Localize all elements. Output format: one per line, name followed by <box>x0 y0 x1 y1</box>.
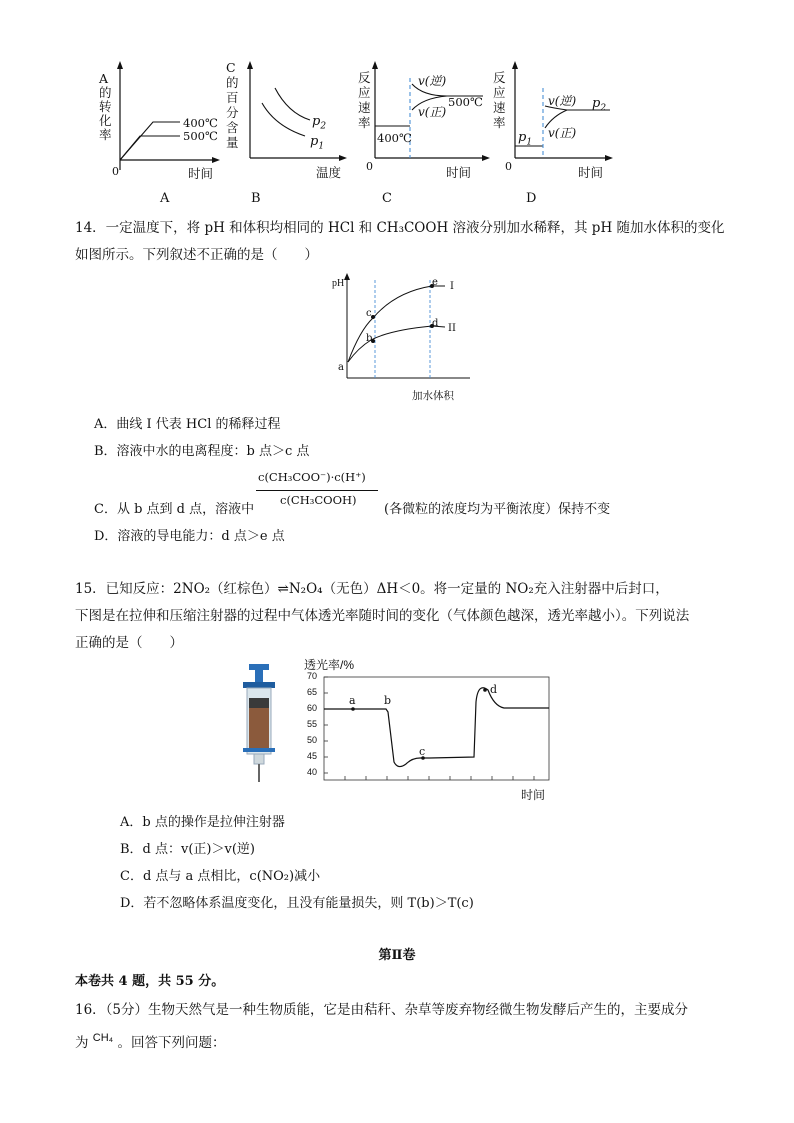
q14-point-d: d <box>432 318 439 329</box>
q14-stem-line1: 14．一定温度下，将 pH 和体积均相同的 HCl 和 CH₃COOH 溶液分别加水稀释，其 pH 随加水体积的变化 <box>75 220 725 236</box>
graph-c-origin: 0 <box>366 160 373 173</box>
part2-title: 第Ⅱ卷 <box>378 948 416 963</box>
graph-c-temp-400: 400℃ <box>377 131 412 145</box>
q14-curve-I: I <box>450 281 454 292</box>
graph-c-rev: v(逆) <box>418 74 447 88</box>
syringe-image <box>236 660 281 785</box>
graph-d-p1-label: $p_1$ <box>518 130 533 148</box>
graph-d-fwd: v(正) <box>548 126 577 140</box>
q15-point-c: c <box>419 745 426 758</box>
q14-graph-xlabel: 加水体积 <box>412 390 454 402</box>
q14-option-c-post: (各微粒的浓度均为平衡浓度）保持不变 <box>384 502 611 517</box>
graph-b-xlabel: 温度 <box>316 165 342 180</box>
q15-option-d: D．若不忽略体系温度变化，且没有能量损失，则 T(b)＞T(c) <box>120 896 474 911</box>
part2-subtitle: 本卷共 4 题，共 55 分。 <box>75 974 225 989</box>
q15-graph-xlabel: 时间 <box>521 788 546 802</box>
graph-d-xlabel: 时间 <box>578 165 604 180</box>
graph-b <box>230 58 355 168</box>
q14-option-c-pre: C．从 b 点到 d 点，溶液中 <box>94 502 255 517</box>
q15-point-d: d <box>490 683 498 696</box>
graph-d-ylabel: 反应速率 <box>493 70 506 130</box>
q15-point-b: b <box>384 694 392 707</box>
q14-option-a: A．曲线 I 代表 HCl 的稀释过程 <box>94 417 281 432</box>
q15-graph <box>320 672 552 784</box>
graph-c-xlabel: 时间 <box>446 165 472 180</box>
graph-d-letter: D <box>526 191 537 206</box>
q14-option-b: B．溶液中水的电离程度：b 点＞c 点 <box>94 444 310 459</box>
graph-b-p2-label: $p_2$ <box>312 114 327 132</box>
graph-b-letter: B <box>251 191 261 206</box>
q15-ytick-40: 40 <box>307 767 318 777</box>
q15-ytick-45: 45 <box>307 751 318 761</box>
graph-a-temp-400: 400℃ <box>183 116 218 130</box>
graph-d-origin: 0 <box>505 160 512 173</box>
q14-point-c: c <box>366 308 372 319</box>
q15-graph-ylabel: 透光率/% <box>304 658 355 672</box>
graph-a-letter: A <box>160 191 170 206</box>
graph-d-rev: v(逆) <box>548 94 577 108</box>
q15-stem-line3: 正确的是（ ） <box>75 635 183 651</box>
graph-a-xlabel: 时间 <box>188 166 214 181</box>
q14-option-c-numerator: c(CH₃COO⁻)·c(H⁺) <box>258 470 366 484</box>
q16-line2-pre: 为 <box>75 1035 89 1051</box>
q15-point-a: a <box>349 694 356 707</box>
q14-curve-II: II <box>448 323 456 334</box>
q16-stem-line1: 16．（5分）生物天然气是一种生物质能，它是由秸秆、杂草等废弃物经微生物发酵后产生的，主要成分 <box>75 1002 689 1018</box>
graph-b-p1-label: $p_1$ <box>310 134 325 152</box>
q15-option-c: C．d 点与 a 点相比，c(NO₂)减小 <box>120 869 321 884</box>
graph-a-temp-500: 500℃ <box>183 129 218 143</box>
graph-b-ylabel: C的百分含量 <box>226 60 239 150</box>
q15-ytick-55: 55 <box>307 719 318 729</box>
q14-graph-ylabel: pH <box>332 278 345 289</box>
q14-point-e: e <box>432 277 438 288</box>
graph-c-letter: C <box>382 191 392 206</box>
q16-ch4-formula: CH₄ <box>92 1032 114 1044</box>
graph-d-p2-label: $p_2$ <box>592 96 607 114</box>
q14-graph <box>330 270 480 385</box>
q15-stem-line1: 15．已知反应：2NO₂（红棕色）⇌N₂O₄（无色）ΔH＜0。将一定量的 NO₂充入注射器中后封口， <box>75 581 669 597</box>
q14-option-c-denominator: c(CH₃COOH) <box>280 493 357 507</box>
q15-option-b: B．d 点：v(正)＞v(逆) <box>120 842 255 857</box>
q14-point-a: a <box>338 362 344 373</box>
q15-stem-line2: 下图是在拉伸和压缩注射器的过程中气体透光率随时间的变化（气体颜色越深，透光率越小）。下列说法 <box>75 608 690 624</box>
q16-line2-post: 。回答下列问题： <box>117 1035 226 1051</box>
q15-option-a: A．b 点的操作是拉伸注射器 <box>120 815 285 830</box>
q14-stem-line2: 如图所示。下列叙述不正确的是（ ） <box>75 247 318 263</box>
graph-a-ylabel: A的转化率 <box>99 71 112 142</box>
graph-c-temp-500: 500℃ <box>448 95 483 109</box>
graph-c-ylabel: 反应速率 <box>358 70 371 130</box>
graph-c-fwd: v(正) <box>418 105 447 119</box>
q14-option-d: D．溶液的导电能力：d 点＞e 点 <box>94 529 285 544</box>
q15-ytick-60: 60 <box>307 703 318 713</box>
q15-ytick-65: 65 <box>307 687 318 697</box>
q14-option-c-fraction-bar <box>256 490 378 491</box>
graph-a-origin: 0 <box>112 165 119 178</box>
q16-stem-line2 <box>75 1031 225 1051</box>
q15-ytick-70: 70 <box>307 671 318 681</box>
q14-point-b: b <box>366 333 373 344</box>
q15-ytick-50: 50 <box>307 735 318 745</box>
